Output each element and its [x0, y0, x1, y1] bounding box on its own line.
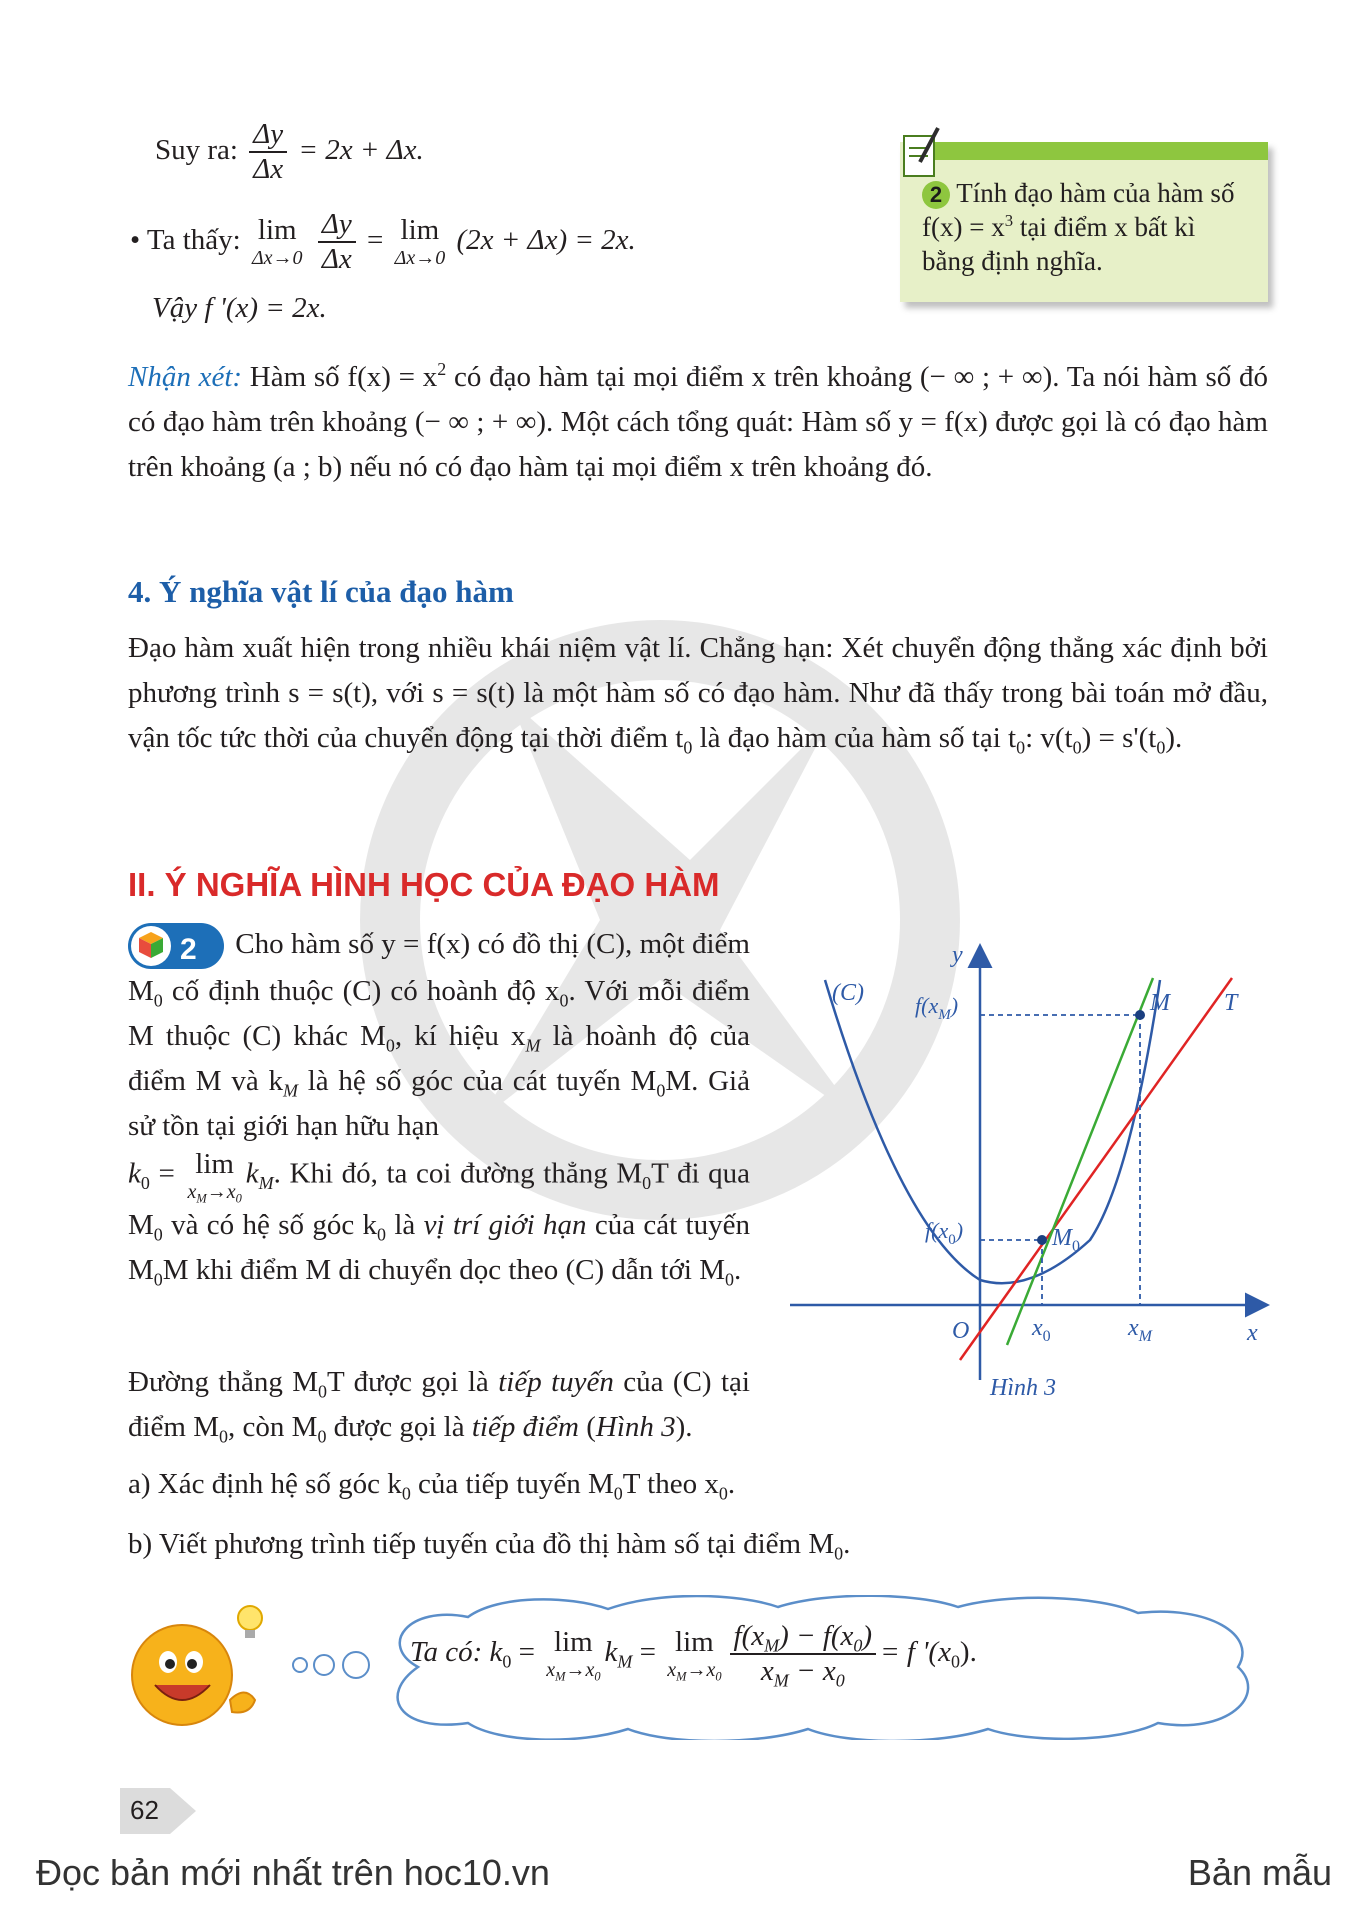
dy-dx-fraction-2 [318, 208, 356, 277]
section-4-title: 4. Ý nghĩa vật lí của đạo hàm [128, 574, 514, 609]
fraction-denominator: Δx [321, 243, 352, 276]
vay-line: Vậy f '(x) = 2x. [152, 292, 327, 324]
limit-1 [252, 215, 303, 269]
label-fxM: $f(x_M)$ [915, 993, 959, 1023]
tangent-definition: Đường thẳng $M_0T$ được gọi là tiếp tuyến của (C) tại điểm $M_0$, còn $M_0$ được gọi là tiếp điểm (Hình 3). [128, 1366, 750, 1447]
tangent-line [960, 978, 1232, 1360]
label-M: M [1150, 990, 1170, 1016]
lim-word: lim [257, 214, 297, 247]
label-x: x [1247, 1320, 1258, 1346]
sec4-text-a: Đạo hàm xuất hiện trong nhiều khái niệm vật lí. Chẳng hạn: Xét chuyển động thẳng xác định bởi phương trình s = s(t), với s = s(t) là một hàm số có đạo hàm. Như đã thấy trong bài toán mở đầu, vận tốc tức thời của chuyển động tại thời điểm t [128, 632, 1268, 754]
fraction-numerator: Δy [249, 118, 287, 153]
exponent: 3 [1004, 210, 1014, 230]
label-T: T [1224, 990, 1238, 1016]
limit-k0: lim $x_M\to x_0$ [187, 1148, 242, 1206]
secant-line [1007, 978, 1153, 1345]
remark-label: Nhận xét: [128, 361, 243, 393]
remark-text-1: Hàm số f(x) = x [242, 361, 438, 393]
label-y: y [952, 942, 963, 968]
figure-3 [780, 940, 1280, 1400]
label-C: (C) [832, 980, 864, 1006]
ta-thay-rhs: (2x + Δx) = 2x. [456, 224, 636, 256]
section-4-paragraph: Đạo hàm xuất hiện trong nhiều khái niệm vật lí. Chẳng hạn: Xét chuyển động thẳng xác định bởi phương trình s = s(t), với s = s(t) là một hàm số có đạo hàm. Như đã thấy trong bài toán mở đầu, vận tốc tức thời của chuyển động tại thời điểm $t_0$ là đạo hàm của hàm số tại $t_0$: $v(t_0) = s'(t_0)$. [128, 632, 1268, 758]
ta-thay-line [130, 208, 636, 277]
cloud-ta-co: Ta có: k [410, 1636, 503, 1668]
point-M [1135, 1010, 1145, 1020]
equals-sign: = [366, 224, 384, 256]
label-x0: $x_0$ [1032, 1315, 1051, 1345]
label-M0: $M_0$ [1052, 1225, 1080, 1255]
suy-ra-rhs: = 2x + Δx. [298, 134, 424, 166]
limit-2 [395, 215, 446, 269]
footer-sample-label: Bản mẫu [1187, 1852, 1332, 1893]
fraction-numerator: Δy [318, 208, 356, 243]
question-b: b) Viết phương trình tiếp tuyến của đồ thị hàm số tại điểm $M_0$. [128, 1528, 851, 1564]
exercise-text-a: Tính đạo hàm của hàm số f(x) = x [922, 178, 1235, 242]
exercise-box-header-bar [930, 142, 1268, 160]
lim-word: lim [400, 214, 440, 247]
remark-paragraph [128, 355, 1268, 490]
exercise-text-b: tại điểm x bất kì bằng định nghĩa. [922, 212, 1196, 276]
curve-C [825, 980, 1160, 1283]
question-a: a) Xác định hệ số góc $k_0$ của tiếp tuyến $M_0T$ theo $x_0$. [128, 1468, 736, 1504]
section-II-title: II. Ý NGHĨA HÌNH HỌC CỦA ĐẠO HÀM [128, 866, 720, 903]
activity-badge [128, 923, 228, 969]
label-O: O [952, 1318, 970, 1344]
activity-2-paragraph: 2 Cho hàm số y = f(x) có đồ thị (C), một điểm $M_0$ cố định thuộc (C) có hoành độ $x_0$. Với mỗi điểm M thuộc (C) khác $M_0$, kí hiệu $x_M$ là hoành độ của điểm M và $k_M$ là hệ số góc của cát tuyến $M_0M$. Giả sử tồn tại giới hạn hữu hạn $k_0$ = lim $x_M\to x_0$ $k_M$. Khi đó, ta coi đường thẳng $M_0T$ đi qua $M_0$ và có hệ số góc $k_0$ là vị trí giới hạn của cát tuyến $M_0M$ khi điểm M di chuyển dọc theo (C) dẫn tới $M_0$. [128, 922, 750, 1293]
cloud-limit-2: lim $x_M\to x_0$ [667, 1626, 722, 1684]
label-xM: $x_M$ [1128, 1315, 1152, 1345]
point-M0 [1037, 1235, 1047, 1245]
badge-number: 2 [180, 933, 197, 967]
cloud-fraction: $\frac{f(x_M) - f(x_0)}{x_M - x_0}$ [730, 1620, 877, 1689]
fraction-denominator: Δx [253, 153, 284, 186]
thought-dots [290, 1645, 380, 1685]
cloud-limit-1: lim $x_M\to x_0$ [546, 1626, 601, 1684]
exercise-number: 2 [922, 181, 950, 209]
pencil-paper-icon [898, 124, 946, 184]
suy-ra-line [155, 118, 424, 187]
smiley-idea-icon [120, 1590, 290, 1740]
dy-dx-fraction [249, 118, 287, 187]
remark-text-2: có đạo hàm tại mọi điểm x trên khoảng (− ∞ ; + ∞). Ta nói hàm số đó có đạo hàm trên khoảng (− ∞ ; + ∞). Một cách tổng quát: Hàm số y = f(x) được gọi là có đạo hàm trên khoảng (a ; b) nếu nó có đạo hàm tại mọi điểm x trên khoảng đó. [128, 361, 1268, 483]
exercise-text [922, 176, 1250, 278]
page-number: 62 [130, 1795, 159, 1825]
footer-link[interactable]: Đọc bản mới nhất trên hoc10.vn [36, 1852, 550, 1893]
exercise-box [900, 142, 1268, 302]
suy-ra-label: Suy ra: [155, 134, 238, 166]
ta-thay-label: • Ta thấy: [130, 224, 241, 256]
lim-subscript: Δx→0 [251, 247, 303, 270]
lim-subscript: Δx→0 [394, 247, 446, 270]
exponent: 2 [437, 359, 447, 380]
cube-icon [131, 926, 171, 966]
figure-caption: Hình 3 [990, 1375, 1056, 1400]
cloud-formula: Ta có: $k_0$ = lim $x_M\to x_0$ $k_M$ = lim $x_M\to x_0$ $\frac{f(x_M) - f(x_0)}{x_M - x_0}$ = f '$(x_0)$. [410, 1620, 977, 1691]
label-fx0: $f(x_0)$ [925, 1218, 964, 1248]
